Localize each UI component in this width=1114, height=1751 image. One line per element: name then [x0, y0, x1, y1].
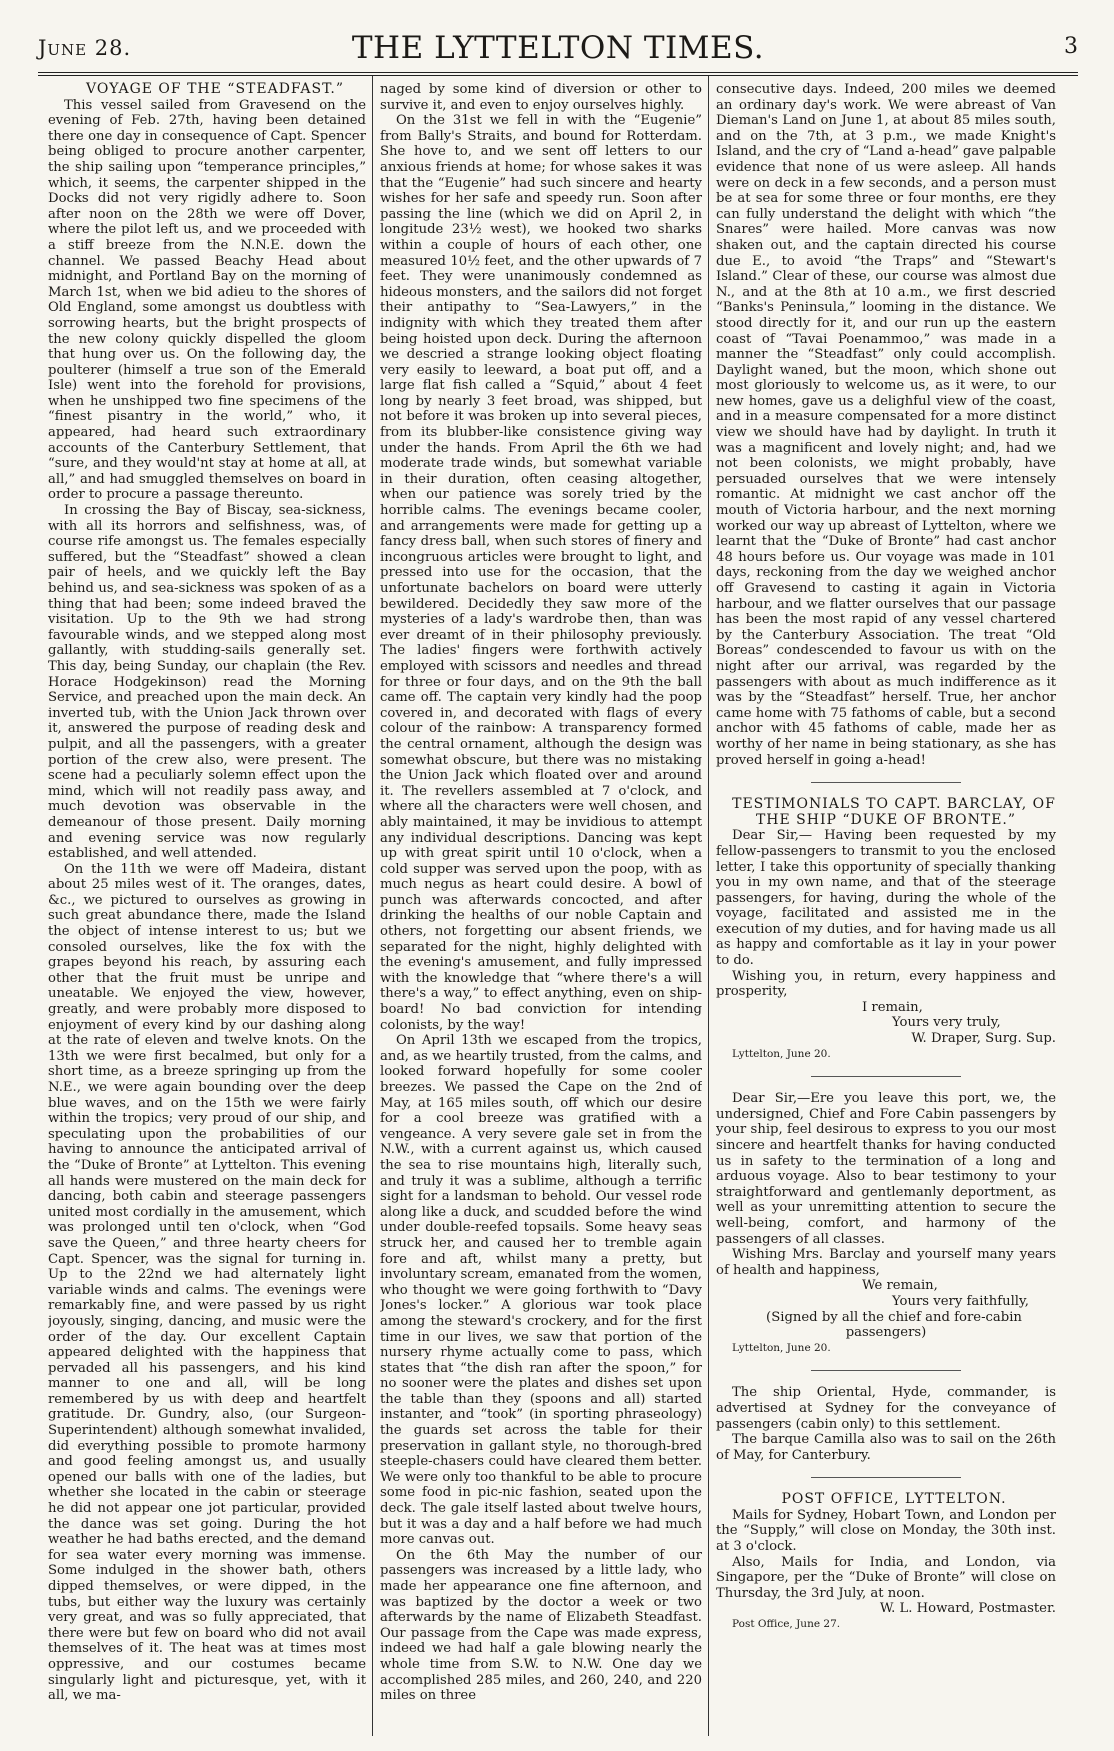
column-2	[380, 82, 702, 1732]
post-office-dateline: Post Office, June 27.	[732, 1618, 841, 1631]
column-1	[48, 82, 366, 1732]
letter-closing: I remain,	[862, 999, 923, 1015]
letter-closing: Yours very truly,	[892, 1015, 1001, 1031]
letter-closing: We remain,	[862, 1278, 938, 1294]
column-3	[716, 82, 1056, 1732]
article-paragraph: On April 13th we escaped from the tropics, and, as we heartily trusted, from the calms, and looked forward hopefully for some cooler breezes. We passed the Cape on the 2nd of May, at 165 miles south, off which our desire for a cool breeze was gratified with a vengeance. A very severe gale set in from the N.W., with a current against us, which caused the sea to rise mountains high, literally such, and truly it was a sublime, although a terrific sight for a landsman to behold. Our vessel rode along like a duck, and scudded before the wind under double-reefed topsails. Some heavy seas struck her, and caused her to tremble again fore and aft, whilst many a pretty, but involuntary scream, emanated from the women, who thought we were going forthwith to “Davy Jones's locker.” A glorious war took place among the steward's crockery, and for the first time in our lives, we saw that portion of the nursery rhyme actually come to pass, which states that “the dish ran after the spoon,” for no sooner were the plates and dishes set upon the table than they (spoons and all) started instanter, and “took” (in sporting phraseology) the guards set across the table for their preservation in gallant style, no thorough-bred steeple-chasers could have cleared them better. We were only too thankful to be able to procure some food in pic-nic fashion, seated upon the deck. The gale itself lasted about twelve hours, but it was a day and a half before we had much more canvas out.	[380, 1033, 702, 1548]
article-paragraph: naged by some kind of diversion or other to survive it, and even to enjoy ourselves highly.	[380, 82, 702, 113]
post-office-notice: Mails for Sydney, Hobart Town, and London per the “Supply,” will close on Monday, the 30th inst. at 3 o'clock.	[716, 1507, 1056, 1555]
header-rule	[38, 72, 1078, 73]
letter-dateline: Lyttelton, June 20.	[732, 1047, 831, 1060]
letter-paragraph: Dear Sir,— Having been requested by my fellow-passengers to transmit to you the enclosed letter, I take this opportunity of specially thanking you in my own name, and that of the steerage passengers, for having, during the whole of the voyage, facilitated and assisted me in the execution of my duties, and for having made us all as happy and comfortable as it lay in your power to do.	[716, 828, 1056, 969]
article-paragraph: This vessel sailed from Gravesend on the evening of Feb. 27th, having been detained there one day in consequence of Capt. Spencer being obliged to procure another carpenter, the ship sailing upon “temperance principles,” which, it seems, the carpenter shipped in the Docks did not very rigidly adhere to. Soon after noon on the 28th we were off Dover, where the pilot left us, and we proceeded with a stiff breeze from the N.N.E. down the channel. We passed Beachy Head about midnight, and Portland Bay on the morning of March 1st, when we bid adieu to the shores of Old England, some amongst us doubtless with sorrowing hearts, but the bright prospects of the new colony quickly dispelled the gloom that hung over us. On the following day, the poulterer (himself a true son of the Emerald Isle) went into the forehold for provisions, when he unshipped two fine specimens of the “finest pisantry in the world,” who, it appeared, had heard such extraordinary accounts of the Canterbury Settlement, that “sure, and they would'nt stay at home at all, at all,” and had smuggled themselves on board in order to procure a passage thereunto.	[48, 97, 366, 503]
article-paragraph: On the 6th May the number of our passengers was increased by a little lady, who made her appearance one fine afternoon, and was baptized by the doctor a week or two afterwards by the name of Elizabeth Steadfast. Our passage from the Cape was made express, indeed we had half a gale blowing nearly the whole time from S.W. to N.W. One day we accomplished 285 miles, and 260, 240, and 220 miles on three	[380, 1547, 702, 1704]
article-paragraph: On the 11th we were off Madeira, distant about 25 miles west of it. The oranges, dates, &c., we pictured to ourselves as growing in such great abundance there, made the Island the object of intense interest to us; but we consoled ourselves, like the fox with the grapes beyond his reach, by assuring each other that the fruit must be unripe and uneatable. We enjoyed the view, however, greatly, and were probably more disposed to enjoyment of every kind by our dashing along at the rate of eleven and twelve knots. On the 13th we were first becalmed, but only for a short time, as a breeze springing up from the N.E., we were again bounding over the deep blue waves, and on the 15th we were fairly within the tropics; very proud of our ship, and speculating upon the probabilities of our having to announce the anticipated arrival of the “Duke of Bronte” at Lyttelton. This evening all hands were mustered on the main deck for dancing, both cabin and steerage passengers united most cordially in the amusement, which was prolonged until ten o'clock, when “God save the Queen,” and three hearty cheers for Capt. Spencer, was the signal for turning in. Up to the 22nd we had alternately light variable winds and calms. The evenings were remarkably fine, and were passed by us right joyously, singing, dancing, and music were the order of the day. Our excellent Captain appeared delighted with the happiness that pervaded all his passengers, and his kind manner to one and all, will be long remembered by us with deep and heartfelt gratitude. Dr. Gundry, also, (our Surgeon-Superintendent) although somewhat invalided, did everything possible to promote harmony and good feeling amongst us, and usually opened our balls with one of the ladies, but whether she located in the cabin or steerage he did not appear one jot particular, provided the dance was set going. During the hot weather he had baths erected, and the demand for sea water every morning was immense. Some indulged in the shower bath, others dipped themselves, or were dipped, in the tubs, but either way the luxury was certainly very great, and was so fully appreciated, that there were but few on board who did not avail themselves of it. The heat was at times most oppressive, and our costumes became singularly light and picturesque, yet, with it all, we ma-	[48, 861, 366, 1704]
section-rule	[811, 1477, 961, 1478]
shipping-notice: The ship Oriental, Hyde, commander, is advertised at Sydney for the conveyance of passengers (cabin only) to this settlement.	[716, 1385, 1056, 1432]
article-paragraph: On the 31st we fell in with the “Eugenie” from Bally's Straits, and bound for Rotterdam. She hove to, and we sent off letters to our anxious friends at home; for whose sakes it was that the “Eugenie” had such sincere and hearty wishes for her safe and speedy run. Soon after passing the line (which we did on April 2, in longitude 23½ west), we hooked two sharks within a couple of hours of each other, one measured 10½ feet, and the other upwards of 7 feet. They were unanimously condemned as hideous monsters, and the sailors did not forget their antipathy to “Sea-Lawyers,” in the indignity with which they treated them after being hoisted upon deck. During the afternoon we descried a strange looking object floating very easily to leeward, a boat put off, and a large flat fish called a “Squid,” about 4 feet long by nearly 3 feet broad, was shipped, but not before it was broken up into several pieces, from its blubber-like consistence giving way under the hands. From April the 6th we had moderate trade winds, but somewhat variable in their duration, often ceasing altogether, when our patience was sorely tried by the horrible calms. The evenings became cooler, and arrangements were made for getting up a fancy dress ball, when such stores of finery and incongruous articles were brought to light, and pressed into use for the occasion, that the unfortunate bachelors on board were utterly bewildered. Decidedly they saw more of the mysteries of a lady's wardrobe then, than was ever dreamt of in their philosophy previously. The ladies' fingers were forthwith actively employed with scissors and needles and thread for three or four days, and on the 9th the ball came off. The captain very kindly had the poop covered in, and decorated with flags of every colour of the rainbow: A transparency formed the central ornament, although the design was somewhat obscure, but there was no mistaking the Union Jack which floated over and around it. The revellers assembled at 7 o'clock, and where all the characters were well chosen, and ably maintained, it may be invidious to attempt any individual descriptions. Dancing was kept up with great spirit until 10 o'clock, when a cold supper was served upon the poop, with as much negus as heart could desire. A bowl of punch was afterwards concocted, and after drinking the healths of our noble Captain and others, not forgetting our absent friends, we separated for the night, highly delighted with the evening's amusement, and fully impressed with the knowledge that “where there's a will there's a way,” to effect anything, even on ship-board! No bad conviction for intending colonists, by the way!	[380, 113, 702, 1033]
article-paragraph: consecutive days. Indeed, 200 miles we deemed an ordinary day's work. We were abreast of Van Dieman's Land on June 1, at about 85 miles south, and on the 7th, at 3 p.m., we made Knight's Island, and the cry of “Land a-head” gave palpable evidence that none of us were asleep. All hands were on deck in a few seconds, and a person must be at sea for some three or four months, ere they can fully understand the delight with which “the Snares” were hailed. More canvas was now shaken out, and the captain directed his course due E., to avoid “the Traps” and “Stewart's Island.” Clear of these, our course was almost due N., and at the 8th at 10 a.m., we first descried “Banks's Peninsula,” looming in the distance. We stood directly for it, and our run up the eastern coast of “Tavai Poenammoo,” was made in a manner the “Steadfast” only could accomplish. Daylight waned, but the moon, which shone out most gloriously to welcome us, as it were, to our new homes, gave us a delighful view of the coast, and in a measure compensated for a more distinct view we should have had by daylight. In truth it was a magnificent and lovely night; and, had we not been colonists, we might probably, have persuaded ourselves that we were intensely romantic. At midnight we cast anchor off the mouth of Victoria harbour, and the next morning worked our way up abreast of Lyttelton, where we learnt that the “Duke of Bronte” had cast anchor 48 hours before us. Our voyage was made in 101 days, reckoning from the day we weighed anchor off Gravesend to casting it again in Victoria harbour, and we flatter ourselves that our passage has been the most rapid of any vessel chartered by the Canterbury Association. The treat “Old Boreas” condescended to favour us with on the night after our arrival, was regarded by the passengers with about as much indifference as it was by the “Steadfast” herself. True, her anchor came home with 75 fathoms of cable, but a second anchor with 45 fathoms of cable, made her as worthy of her name in being stationary, as she has proved herself in going a-head!	[716, 82, 1056, 768]
page-number: 3	[1064, 34, 1078, 59]
letter-dateline: Lyttelton, June 20.	[732, 1341, 831, 1354]
article-heading-voyage: VOYAGE OF THE “STEADFAST.”	[85, 82, 345, 97]
testimonials-heading: TESTIMONIALS TO CAPT. BARCLAY, OF THE SHIP “DUKE OF BRONTE.”	[732, 796, 1056, 828]
newspaper-title: THE LYTTELTON TIMES.	[351, 30, 765, 66]
postmaster-signature: W. L. Howard, Postmaster.	[879, 1601, 1056, 1617]
section-rule	[811, 782, 961, 783]
letter-paragraph: Wishing you, in return, every happiness and prosperity,	[716, 968, 1056, 1000]
letter-signature: W. Draper, Surg. Sup.	[911, 1031, 1056, 1047]
masthead	[38, 30, 1078, 70]
letter-paragraph: Wishing Mrs. Barclay and yourself many years of health and happiness,	[716, 1247, 1056, 1278]
column-divider	[372, 76, 373, 1736]
header-rule-double	[38, 75, 1078, 76]
section-rule	[811, 1076, 961, 1077]
section-rule	[811, 1370, 961, 1371]
issue-date: June 28.	[38, 36, 132, 60]
letter-paragraph: Dear Sir,—Ere you leave this port, we, the undersigned, Chief and Fore Cabin passengers by your ship, feel desirous to express to you our most sincere and heartfelt thanks for having conducted us in safety to the termination of a long and arduous voyage. Also to bear testimony to your straightforward and gentlemanly deportment, as well as your unremitting attention to secure the well-being, comfort, and harmony of the passengers of all classes.	[716, 1091, 1056, 1247]
post-office-notice: Also, Mails for India, and London, via Singapore, per the “Duke of Bronte” will close on Thursday, the 3rd July, at noon.	[716, 1554, 1056, 1601]
shipping-notice: The barque Camilla also was to sail on the 26th of May, for Canterbury.	[716, 1432, 1056, 1463]
column-divider	[708, 76, 709, 1736]
letter-closing: Yours very faithfully,	[892, 1293, 1029, 1309]
post-office-heading: POST OFFICE, LYTTELTON.	[781, 1491, 1007, 1508]
letter-signature: (Signed by all the chief and fore-cabin passengers)	[766, 1309, 1022, 1341]
article-paragraph: In crossing the Bay of Biscay, sea-sickness, with all its horrors and selfishness, was, of course rife amongst us. The females especially suffered, but the “Steadfast” showed a clean pair of heels, and we quickly left the Bay behind us, and sea-sickness was spoken of as a thing that had been; some indeed braved the visitation. Up to the 9th we had strong favourable winds, and we stepped along most gallantly, with studding-sails generally set. This day, being Sunday, our chaplain (the Rev. Horace Hodgekinson) read the Morning Service, and preached upon the main deck. An inverted tub, with the Union Jack thrown over it, answered the purpose of reading desk and pulpit, and all the passengers, with a greater portion of the crew also, were present. The scene had a peculiarly solemn effect upon the mind, which will not readily pass away, and much devotion was observable in the demeanour of those present. Daily morning and evening service was now regularly established, and well attended.	[48, 503, 366, 862]
